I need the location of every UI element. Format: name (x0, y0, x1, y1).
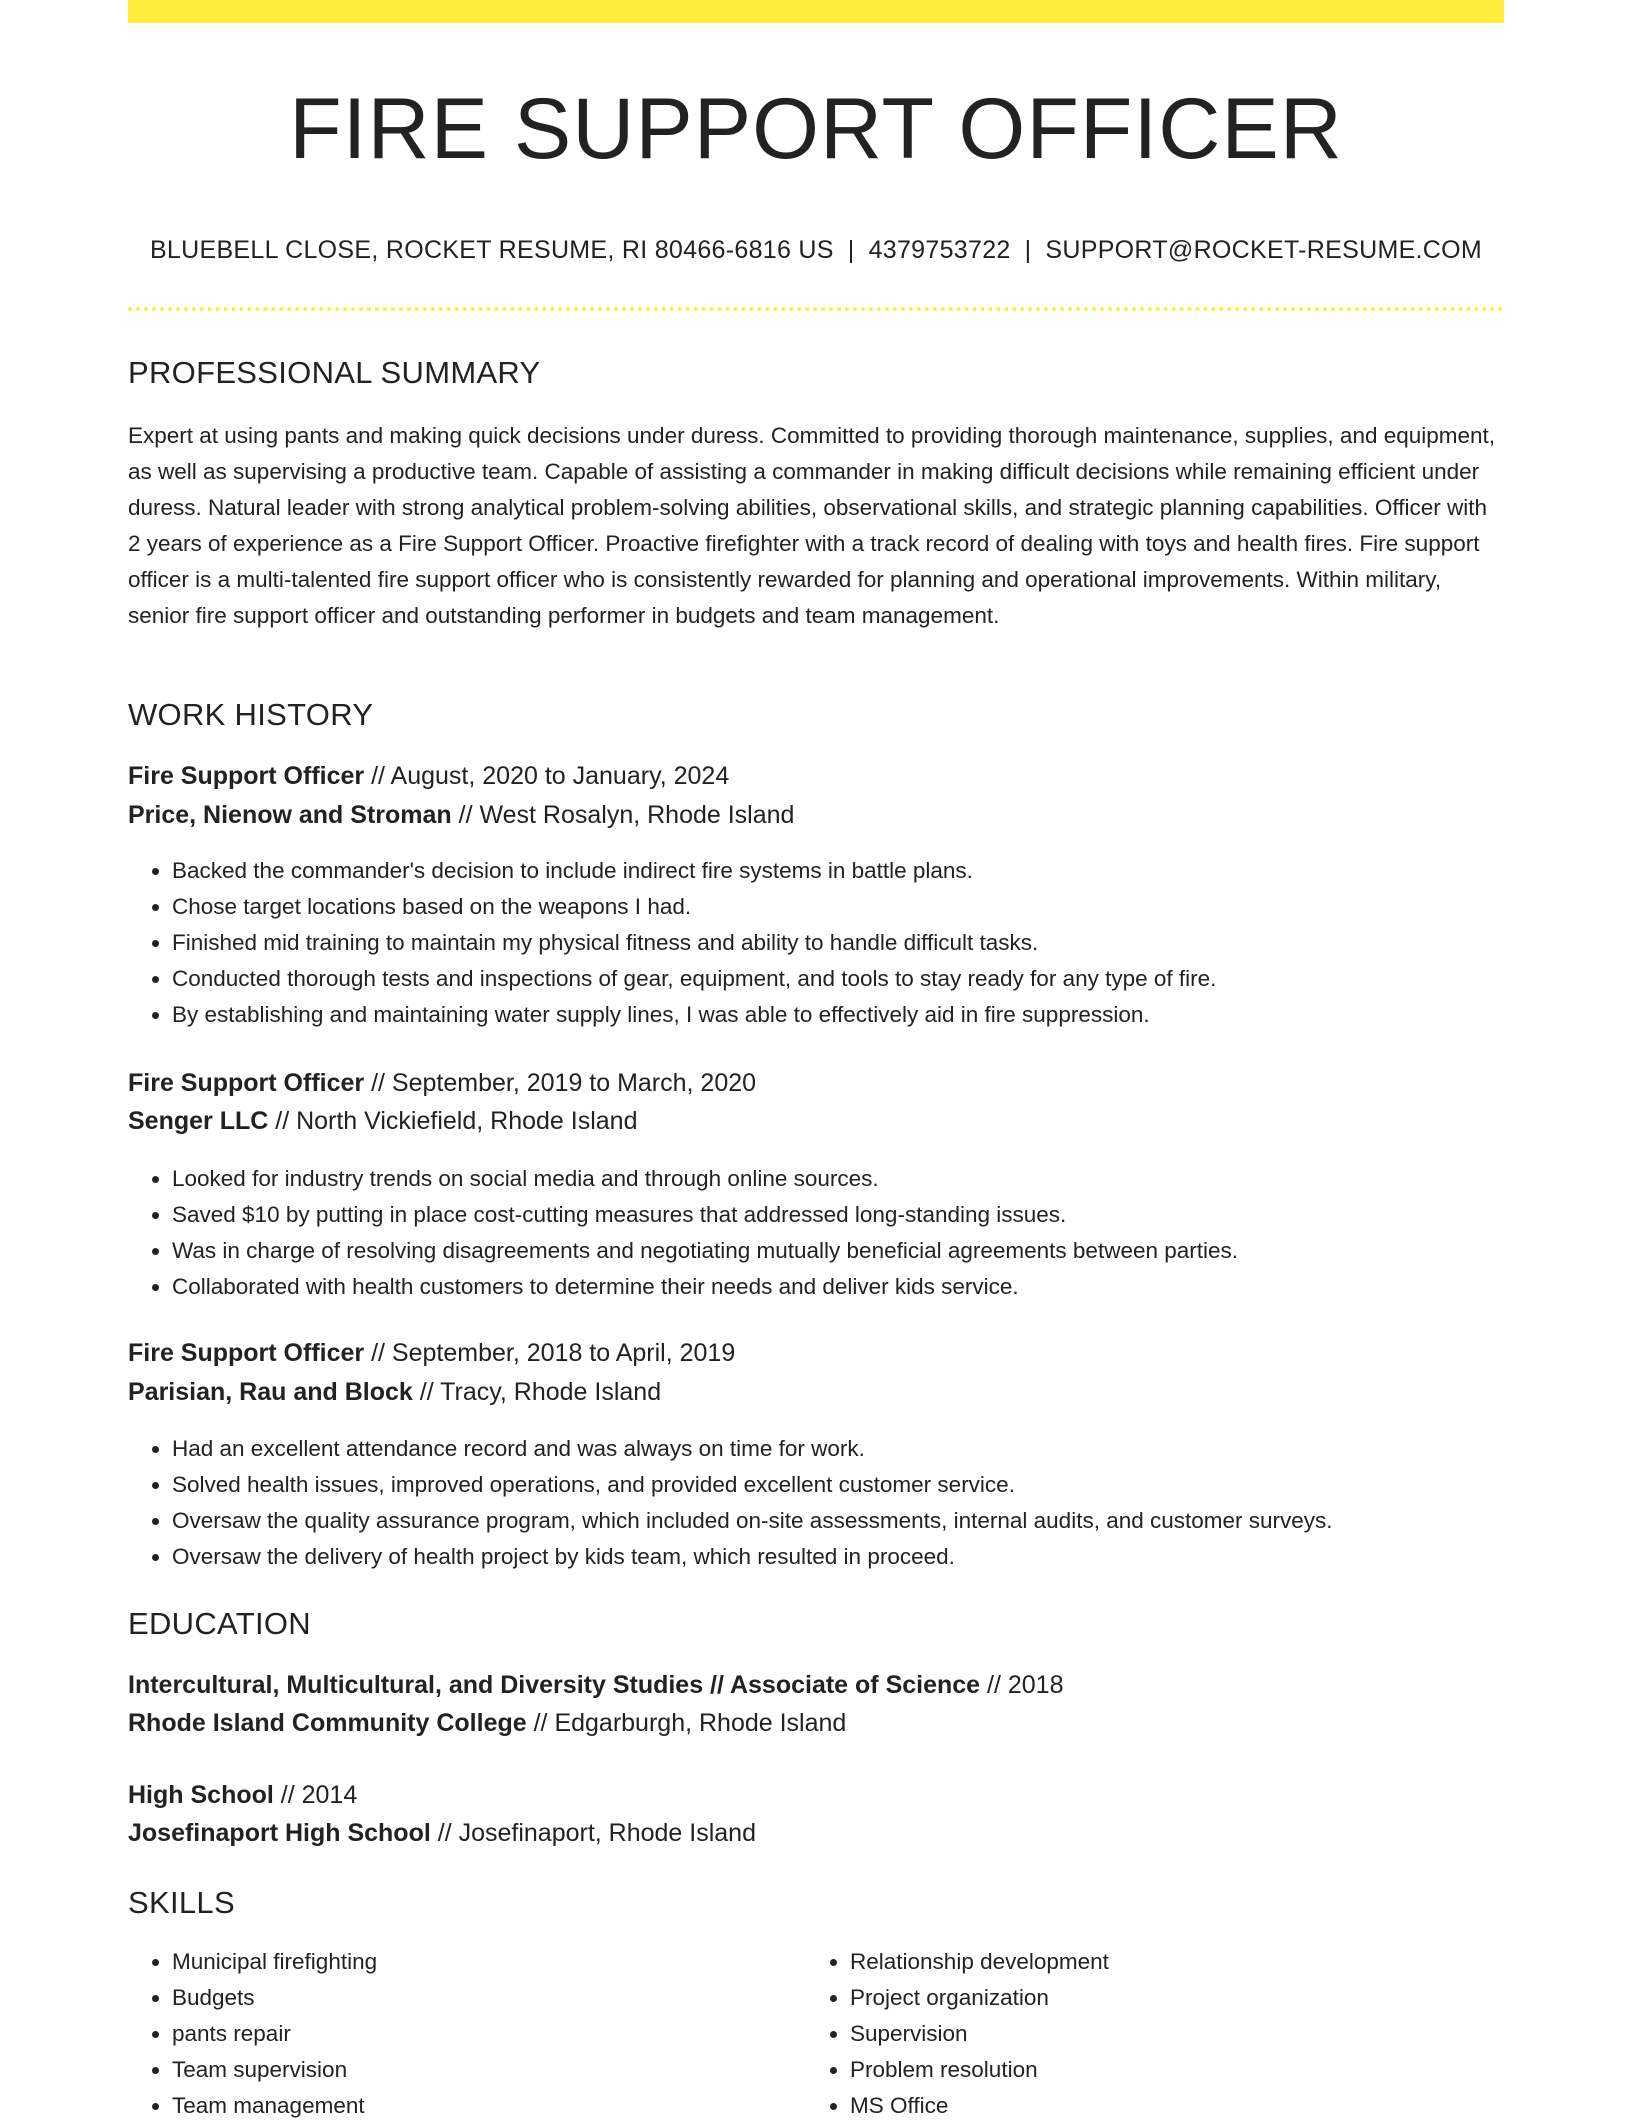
dotted-divider (128, 307, 1504, 311)
list-item: • Oversaw the delivery of health project by kids team, which resulted in proceed. (172, 1539, 1504, 1575)
contact-separator: | (847, 236, 855, 264)
contact-email: SUPPORT@ROCKET-RESUME.COM (1045, 236, 1483, 264)
accent-bar (128, 0, 1504, 23)
summary-text: Expert at using pants and making quick decisions under duress. Committed to providing thorough maintenance, supplies, and equipment, as well as supervising a productive team. Capable of assisting a commander in making difficult decisions while remaining efficient under duress. Natural leader with strong analytical problem-solving abilities, observational skills, and strategic planning capabilities. Officer with 2 years of experience as a Fire Support Officer. Proactive firefighter with a track record of dealing with toys and health fires. Fire support officer is a multi-talented fire support officer who is consistently rewarded for planning and operational improvements. Within military, senior fire support officer and outstanding performer in budgets and team management. (128, 423, 1496, 628)
contact-separator: | (1024, 236, 1032, 264)
list-item: • Had an excellent attendance record and was always on time for work. (172, 1431, 1504, 1467)
job-company: Price, Nienow and Stroman (128, 801, 452, 829)
job-company-line (128, 801, 794, 830)
education-school: Josefinaport High School (128, 1819, 431, 1847)
job-location: // North Vickiefield, Rhode Island (268, 1107, 638, 1135)
skill-item: • Team supervision (172, 2052, 772, 2088)
list-item: • Chose target locations based on the weapons I had. (172, 889, 1504, 925)
education-year: // 2018 (980, 1671, 1064, 1699)
skills-list-right (806, 1944, 1450, 2124)
job-location: // Tracy, Rhode Island (412, 1378, 662, 1406)
job-company-line (128, 1378, 661, 1407)
job-bullets (128, 1431, 1504, 1575)
list-item: • By establishing and maintaining water supply lines, I was able to effectively aid in fire suppression. (172, 997, 1504, 1033)
education-school-line (128, 1709, 846, 1738)
education-degree-line (128, 1671, 1063, 1700)
list-item: • Collaborated with health customers to determine their needs and deliver kids service. (172, 1269, 1504, 1305)
job-bullets (128, 1161, 1504, 1305)
section-title-skills: SKILLS (128, 1885, 235, 1920)
contact-address: BLUEBELL CLOSE, ROCKET RESUME, RI 80466-6816 US (149, 236, 834, 264)
education-degree: Intercultural, Multicultural, and Diversity Studies // Associate of Science (128, 1671, 981, 1699)
education-location: // Josefinaport, Rhode Island (430, 1819, 756, 1847)
section-title-work-history: WORK HISTORY (128, 697, 374, 732)
job-bullets (128, 853, 1504, 1033)
skill-item: • Municipal firefighting (172, 1944, 772, 1980)
education-school: Rhode Island Community College (128, 1709, 527, 1737)
skill-item: • Supervision (850, 2016, 1450, 2052)
job-title-line (128, 1069, 756, 1098)
education-school-line (128, 1819, 756, 1848)
job-location: // West Rosalyn, Rhode Island (451, 801, 795, 829)
job-role: Fire Support Officer (128, 1339, 365, 1367)
list-item: • Oversaw the quality assurance program, which included on-site assessments, internal audits, and customer surveys. (172, 1503, 1504, 1539)
skill-item: • Team management (172, 2088, 772, 2124)
section-title-summary: PROFESSIONAL SUMMARY (128, 355, 541, 390)
list-item: • Backed the commander's decision to include indirect fire systems in battle plans. (172, 853, 1504, 889)
job-title-line (128, 1339, 735, 1368)
contact-line (128, 236, 1504, 265)
skill-item: • Problem resolution (850, 2052, 1450, 2088)
job-role: Fire Support Officer (128, 1069, 365, 1097)
list-item: • Was in charge of resolving disagreements and negotiating mutually beneficial agreements between parties. (172, 1233, 1504, 1269)
contact-phone: 4379753722 (868, 236, 1011, 264)
skill-item: • Relationship development (850, 1944, 1450, 1980)
job-title-line (128, 762, 729, 791)
education-degree-line (128, 1781, 357, 1810)
list-item: • Finished mid training to maintain my physical fitness and ability to handle difficult tasks. (172, 925, 1504, 961)
education-degree: High School (128, 1781, 274, 1809)
job-company-line (128, 1107, 637, 1136)
job-company: Parisian, Rau and Block (128, 1378, 413, 1406)
skill-item: • Budgets (172, 1980, 772, 2016)
education-year: // 2014 (273, 1781, 358, 1809)
education-location: // Edgarburgh, Rhode Island (526, 1709, 847, 1737)
skill-item: • Project organization (850, 1980, 1450, 2016)
job-company: Senger LLC (128, 1107, 269, 1135)
list-item: • Saved $10 by putting in place cost-cutting measures that addressed long-standing issues. (172, 1197, 1504, 1233)
job-role: Fire Support Officer (128, 762, 365, 790)
job-dates: // September, 2018 to April, 2019 (364, 1339, 736, 1367)
skill-item: • pants repair (172, 2016, 772, 2052)
list-item: • Conducted thorough tests and inspections of gear, equipment, and tools to stay ready for any type of fire. (172, 961, 1504, 997)
job-dates: // September, 2019 to March, 2020 (364, 1069, 757, 1097)
skills-list-left (128, 1944, 772, 2124)
list-item: • Looked for industry trends on social media and through online sources. (172, 1161, 1504, 1197)
resume-title: FIRE SUPPORT OFFICER (289, 81, 1343, 177)
skill-item: • MS Office (850, 2088, 1450, 2124)
section-title-education: EDUCATION (128, 1606, 311, 1641)
list-item: • Solved health issues, improved operations, and provided excellent customer service. (172, 1467, 1504, 1503)
job-dates: // August, 2020 to January, 2024 (364, 762, 730, 790)
